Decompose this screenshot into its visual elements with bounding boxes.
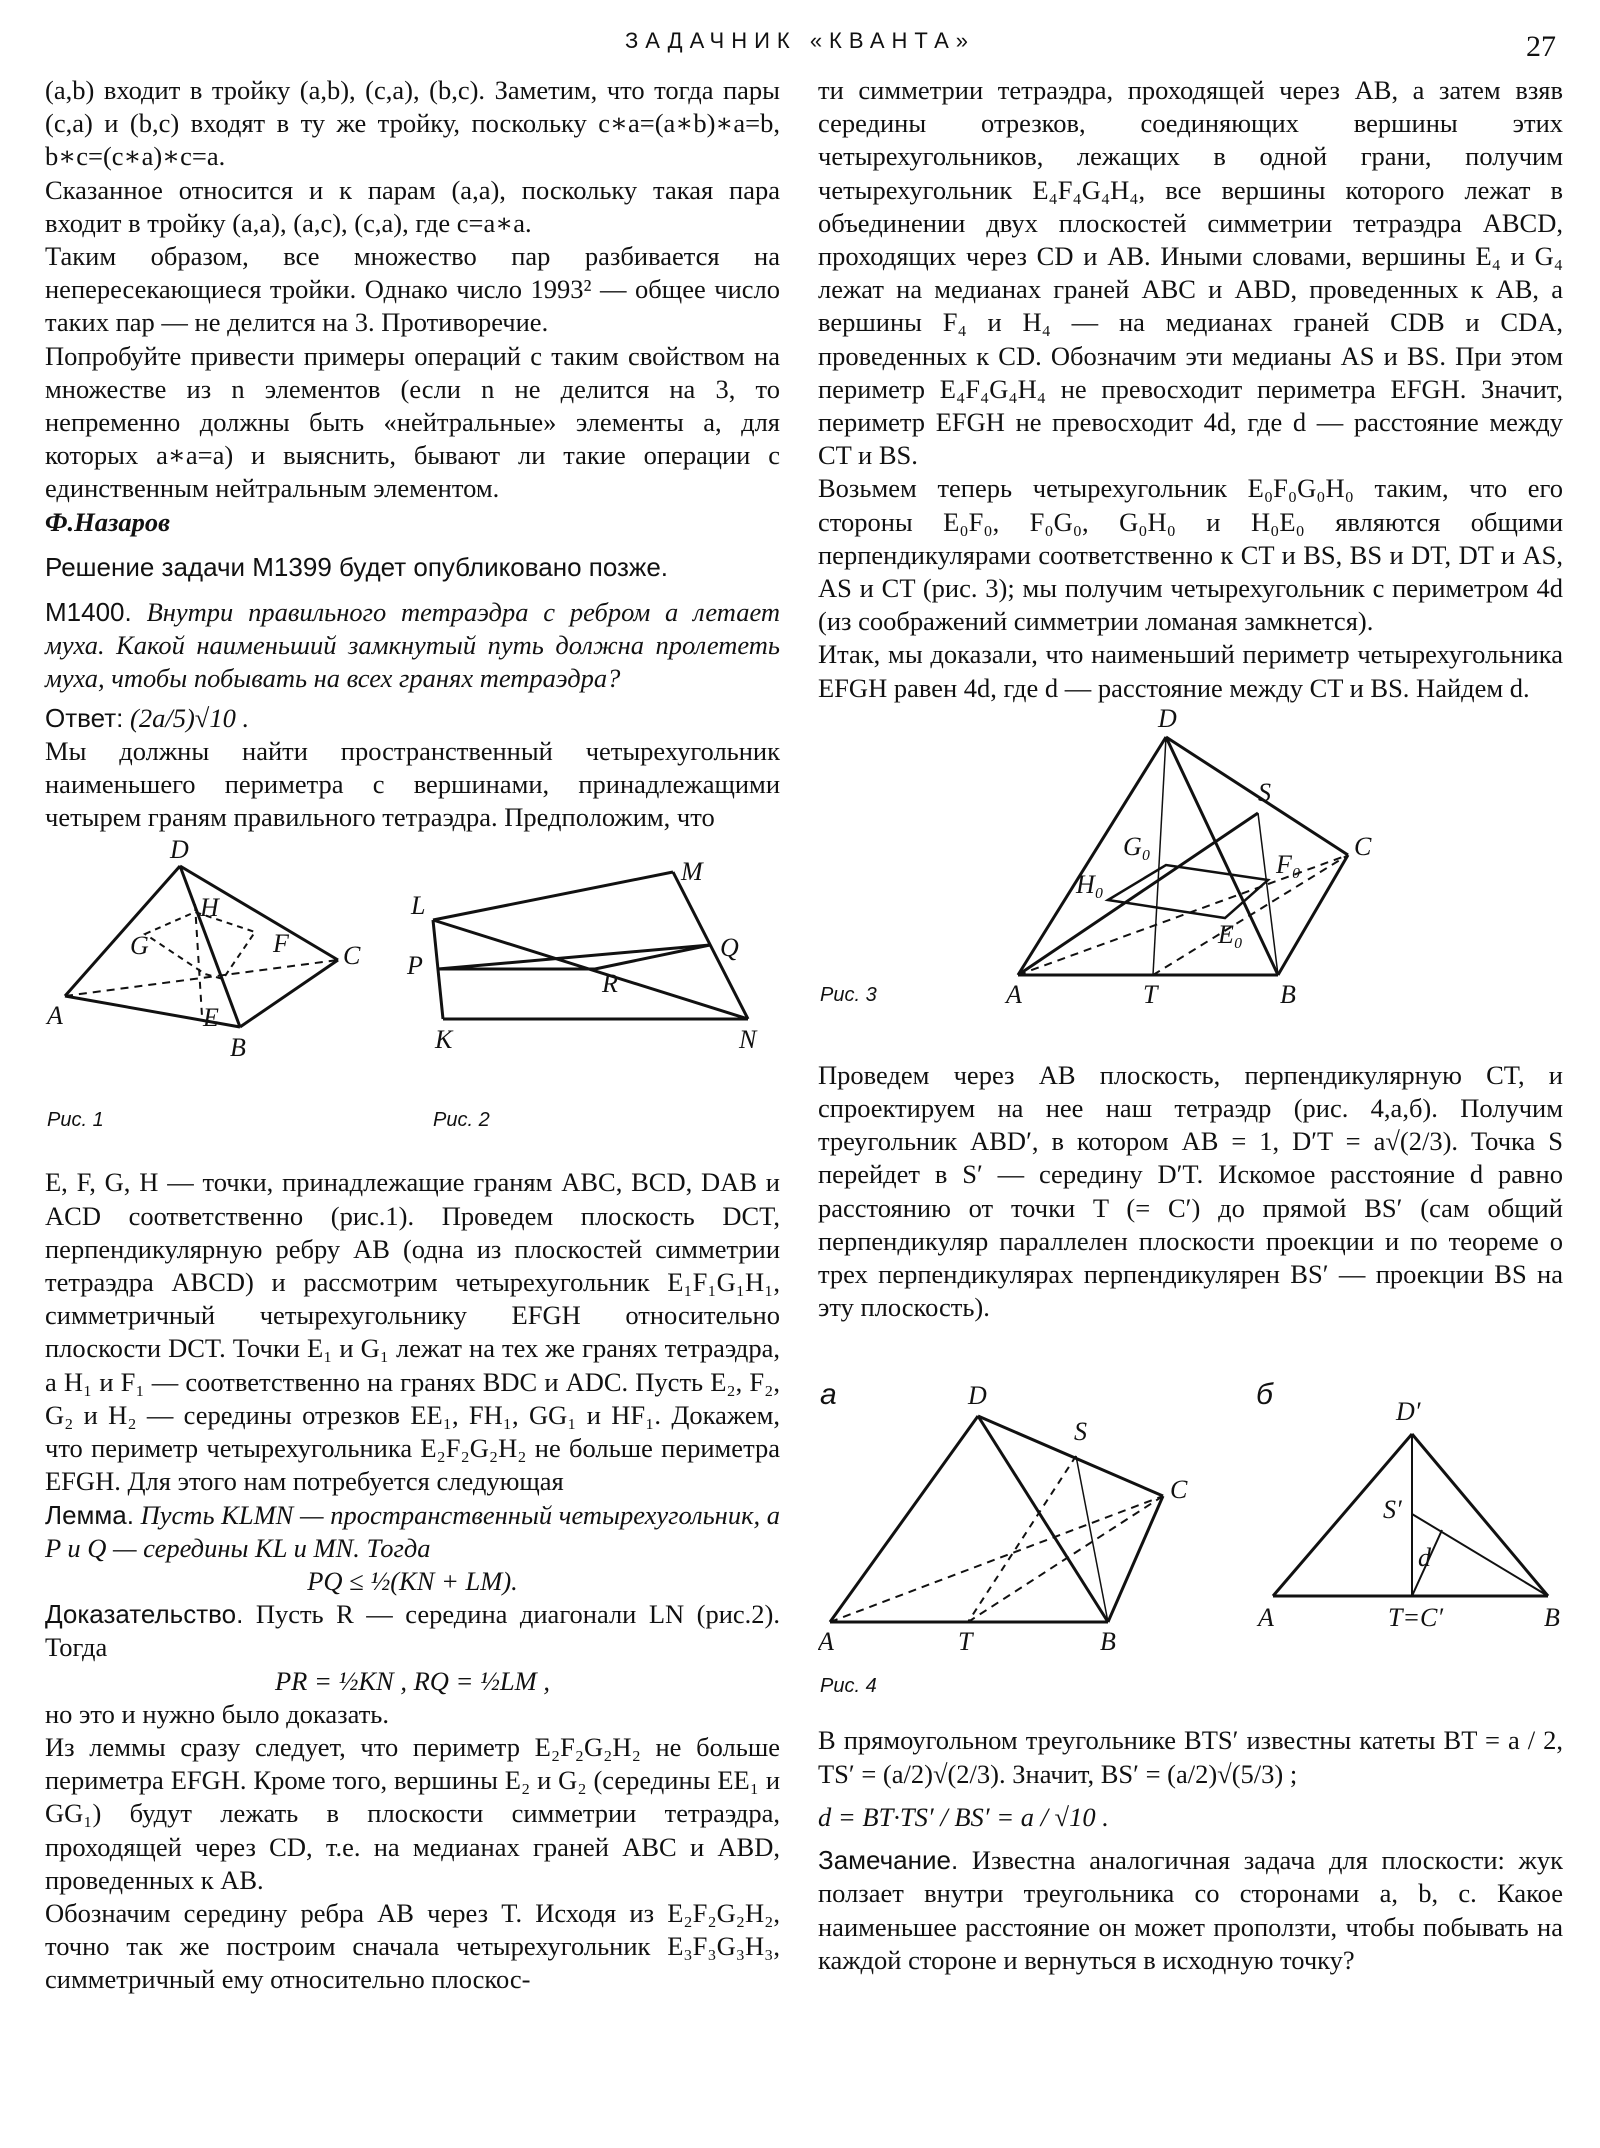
- answer: [45, 702, 780, 735]
- fig1-label-h: H: [200, 893, 219, 923]
- fig1-label-d: D: [170, 835, 189, 865]
- figure-1: [65, 866, 338, 1027]
- fig3-label-b: B: [1280, 979, 1296, 1009]
- left-paragraph-2: Сказанное относится и к парам (a,a), поскольку такая пара входит в тройку (a,a), (a,c), (c,a), где c=a∗a.: [45, 174, 780, 238]
- lemma: [45, 1499, 780, 1565]
- fig3-label-a: A: [1006, 979, 1022, 1009]
- answer-value: (2a/5)√10 .: [130, 702, 250, 733]
- segment-DT: [1153, 737, 1166, 975]
- fig1-caption: Рис. 1: [47, 1109, 104, 1132]
- fig1-label-f: F: [273, 929, 289, 959]
- fig4b-label-d: d: [1418, 1543, 1431, 1573]
- fig4a-label: а: [820, 1378, 837, 1412]
- left-paragraph-5: Мы должны найти пространственный четырехугольник наименьшего периметра с вершинами, принадлежащими четырем граням правильного тетраэдра. Предположим, что: [45, 735, 780, 833]
- right-paragraph-1: ти симметрии тетраэдра, проходящей через AB, а затем взяв середины отрезков, соединяющих вершины этих четырехугольников, лежащих в одной грани, получим четырехугольник E₄F₄G₄H₄, все вершины которого лежат в объединении двух плоскостей симметрии тетраэдра ABCD, проходящих через CD и AB. Иными словами, вершины E₄ и G₄ лежат на медианах граней ABC и ABD, проведенных к AB, а вершины F₄ и H₄ — на медианах граней CDB и CDA, проведенных к CD. Обозначим эти медианы AS и BS. При этом периметр E₄F₄G₄H₄ не превосходит периметра EFGH. Значит, периметр EFGH не превосходит 4d, где d — расстояние между CT и BS.: [818, 75, 1563, 471]
- fig4a-label-c: C: [1170, 1475, 1188, 1505]
- fig4b-label: б: [1256, 1378, 1273, 1412]
- fig4a-label-s: S: [1074, 1417, 1087, 1447]
- m1399-note: Решение задачи М1399 будет опубликовано позже.: [45, 551, 668, 582]
- fig4b-label-s1: S′: [1383, 1495, 1402, 1525]
- segment-S1B: [1412, 1514, 1548, 1596]
- figure-2: [433, 872, 748, 1019]
- fig3-label-d: D: [1158, 704, 1177, 733]
- figure-4b: [1273, 1434, 1548, 1596]
- page-header: [0, 22, 1600, 62]
- fig4-caption: Рис. 4: [820, 1675, 877, 1698]
- figures-1-2: [45, 834, 780, 1166]
- figure-4a: [830, 1416, 1163, 1622]
- fig3-caption: Рис. 3: [820, 983, 877, 1006]
- right-paragraph-3: Итак, мы доказали, что наименьший периметр четырехугольника EFGH равен 4d, где d — расстояние между CT и BS. Найдем d.: [818, 639, 1563, 703]
- running-title: ЗАДАЧНИК «КВАНТА»: [624, 28, 975, 53]
- remark-label: Замечание.: [818, 1845, 959, 1876]
- fig2-label-m: M: [681, 857, 703, 887]
- proof-label: Доказательство.: [45, 1599, 244, 1630]
- fig3-label-c: C: [1354, 831, 1372, 861]
- edge-BC: [240, 960, 338, 1027]
- fig4a-label-d: D: [968, 1381, 987, 1411]
- edge-AC: [65, 960, 338, 996]
- fig2-caption: Рис. 2: [433, 1109, 490, 1132]
- formula-d: d = BT·TS′ / BS′ = a / √10 .: [818, 1801, 1109, 1832]
- fig4a-label-b: B: [1100, 1627, 1116, 1657]
- edge-LM: [433, 872, 673, 920]
- lemma-formula: PQ ≤ ½(KN + LM).: [307, 1565, 518, 1596]
- fig2-label-k: K: [435, 1025, 453, 1055]
- left-paragraph-4: Попробуйте привести примеры операций с таким свойством на множестве из n элементов (если n не делится на 3, то непременно должны быть «нейтральные» элементы a, для которых a∗a=a) и выяснить, бывают ли такие операции с единственным нейтральным элементом.: [45, 340, 780, 504]
- proof-formula: PR = ½KN , RQ = ½LM ,: [274, 1665, 550, 1696]
- fig1-label-g: G: [130, 931, 149, 961]
- fig3-label-g0: G₀: [1123, 831, 1151, 861]
- segment-ST: [968, 1456, 1076, 1622]
- fig4b-label-b: B: [1544, 1603, 1560, 1633]
- figure-3: [818, 705, 1563, 1029]
- edge-DA: [830, 1416, 978, 1622]
- remark: [818, 1844, 1563, 1977]
- fig3-label-s: S: [1258, 777, 1271, 807]
- problem-number: М1400.: [45, 597, 132, 628]
- figure-4: [818, 1324, 1563, 1724]
- fig2-label-n: N: [739, 1025, 757, 1055]
- fig1-label-a: A: [47, 1001, 63, 1031]
- edge-D1B: [1412, 1434, 1548, 1596]
- lemma-label: Лемма.: [45, 1499, 134, 1530]
- problem-m1400: [45, 596, 780, 696]
- page-number: 27: [1526, 30, 1556, 63]
- left-paragraph-8: Из леммы сразу следует, что периметр E₂F₂G₂H₂ не больше периметра EFGH. Кроме того, вершины E₂ и G₂ (середины EE₁ и GG₁) будут лежать в плоскости симметрии тетраэдра, проходящей через CD, т.е. на медианах граней ABC и ABD, проведенных к AB.: [45, 1731, 780, 1895]
- lemma-text: Пусть KLMN — пространственный четырехугольник, а P и Q — середины KL и MN. Тогда: [45, 1499, 781, 1563]
- left-paragraph-3: Таким образом, все множество пар разбивается на непересекающиеся тройки. Однако число 1993² — общее число таких пар — не делится на 3. Противоречие.: [45, 241, 780, 338]
- proof: [45, 1598, 780, 1664]
- problem-text: Внутри правильного тетраэдра с ребром a летает муха. Какой наименьший замкнутый путь должна пролететь муха, чтобы побывать на всех гранях тетраэдра?: [45, 597, 781, 694]
- fig3-label-h0: H₀: [1076, 869, 1104, 899]
- right-paragraph-2: Возьмем теперь четырехугольник E₀F₀G₀H₀ таким, что его стороны E₀F₀, F₀G₀, G₀H₀ и H₀E₀ являются общими перпендикулярами соответственно к CT и BS, BS и DT, DT и AS, AS и CT (рис. 3); мы получим четырехугольник с периметром 4d (из соображений симметрии ломаная замкнется).: [818, 473, 1563, 637]
- fig2-label-q: Q: [720, 933, 739, 963]
- fig1-label-b: B: [230, 1033, 246, 1063]
- left-column: [45, 74, 780, 1997]
- remark-text: Известна аналогичная задача для плоскости: жук ползает внутри треугольника со сторонами a, b, c. Какое наименьшее расстояние он может проползти, чтобы побывать на каждой стороне и вернуться в исходную точку?: [818, 1845, 1563, 1975]
- fig4b-label-tc: T=C′: [1388, 1603, 1444, 1633]
- fig4b-label-d1: D′: [1396, 1397, 1421, 1427]
- fig2-label-p: P: [407, 951, 423, 981]
- fig1-label-e: E: [203, 1003, 219, 1033]
- answer-label: Ответ:: [45, 702, 124, 733]
- edge-DA: [65, 866, 180, 996]
- left-paragraph-7: но это и нужно было доказать.: [45, 1698, 389, 1729]
- fig2-label-l: L: [411, 891, 426, 921]
- right-paragraph-5: В прямоугольном треугольнике BTS′ известны катеты BT = a / 2, TS′ = (a/2)√(2/3). Значит, BS′ = (a/2)√(5/3) ;: [818, 1725, 1563, 1789]
- fig2-label-r: R: [602, 969, 618, 999]
- fig4a-label-t: T: [958, 1627, 973, 1657]
- fig3-label-t: T: [1143, 979, 1158, 1009]
- right-paragraph-4: Проведем через AB плоскость, перпендикулярную CT, и спроектируем на нее наш тетраэдр (рис. 4,а,б). Получим треугольник ABD′, в котором AB = 1, D′T = a√(2/3). Точка S перейдет в S′ — середину D′T. Искомое расстояние d равно расстоянию от точки T (= C′) до прямой BS′ (сам общий перпендикуляр параллелен плоскости проекции и по теореме о трех перпендикулярах перпендикулярен BS′ — проекции BS на эту плоскость).: [818, 1059, 1563, 1323]
- proof-text: Пусть R — середина диагонали LN (рис.2). Тогда: [45, 1599, 781, 1663]
- fig4a-label-a: A: [818, 1627, 834, 1657]
- fig3-label-f0: F₀: [1276, 849, 1301, 879]
- fig4b-label-a: A: [1258, 1603, 1274, 1633]
- left-paragraph-6: E, F, G, H — точки, принадлежащие граням ABC, BCD, DAB и ACD соответственно (рис.1). Проведем плоскость DCT, перпендикулярную ребру AB (одна из плоскостей симметрии тетраэдра ABCD) и рассмотрим четырехугольник E₁F₁G₁H₁, симметричный четырехугольнику EFGH относительно плоскости DCT. Точки E₁ и G₁ лежат на тех же гранях тетраэдра, а H₁ и F₁ — соответственно на гранях BDC и ADC. Пусть E₂, F₂, G₂ и H₂ — середины отрезков EE₁, FH₁, GG₁ и HF₁. Докажем, что периметр четырехугольника E₂F₂G₂H₂ не больше периметра EFGH. Для этого нам потребуется следующая: [45, 1167, 780, 1497]
- left-paragraph-9: Обозначим середину ребра AB через T. Исходя из E₂F₂G₂H₂, точно так же построим сначала четырехугольник E₃F₃G₃H₃, симметричный ему относительно плоскос-: [45, 1897, 780, 1995]
- quad-e0f0g0h0: [1108, 865, 1268, 918]
- segment-CT: [968, 1496, 1163, 1622]
- left-paragraph-1: (a,b) входит в тройку (a,b), (c,a), (b,c). Заметим, что тогда пары (c,a) и (b,c) входят в ту же тройку, поскольку c∗a=(a∗b)∗a=b, b∗c=(c∗a)∗c=a.: [45, 75, 780, 172]
- fig3-label-e0: E₀: [1218, 919, 1243, 949]
- right-column: [818, 74, 1563, 1977]
- fig1-label-c: C: [343, 941, 361, 971]
- author: Ф.Назаров: [45, 506, 170, 537]
- edge-DC: [978, 1416, 1163, 1496]
